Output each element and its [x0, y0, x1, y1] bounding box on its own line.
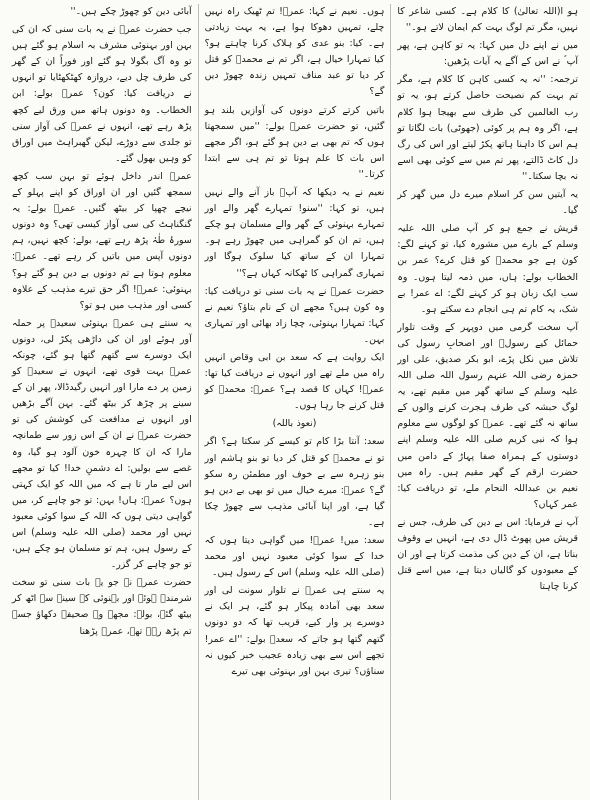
text-column-right [391, 4, 584, 800]
text-column-middle [199, 4, 392, 800]
text-column-left [6, 4, 199, 800]
paragraph: ہوں۔ نعیم نے کہا: عمرؓ! تم ٹھیک راہ نہیں چلے، تمہیں دھوکا ہوا ہے، یہ بہت زیادتی ہے۔ کیا: بنو عدی کو ہلاک کرنا چاہتے ہو؟ کیا تمہارا خیال ہے، اگر تم نے محمدؐ کو قتل کر دیا تو عبد مناف تمہیں زندہ چھوڑ دیں گے؟ [204, 6, 385, 98]
paragraph: ایک روایت ہے کہ سعد بن ابی وقاص انہیں راہ میں ملے تھے اور انہوں نے دریافت کیا تھا: عمرؓ! کہاں کا قصد ہے؟ عمرؓ: محمدؐ کو قتل کرنے جا رہا ہوں۔ [204, 351, 385, 412]
paragraph: یہ سنتے ہی عمرؓ نے تلوار سونت لی اور سعد بھی آمادہ پیکار ہو گئے، ہر ایک نے دوسرے پر وار کیے، قریب تھا کہ دو دونوں گتھم گتھا ہو جاتے کہ سعدؓ بولے: ''اے عمر! تجھے اس سے بھی زیادہ عجیب خبر کیوں نہ سناؤں؟ تیری بہن اور بہنوئی بھی تیرے [204, 585, 385, 677]
paragraph: آبائی دین کو چھوڑ چکے ہیں۔'' [70, 6, 192, 17]
paragraph: سعد: آنتا بڑا کام تو کیسے کر سکتا ہے؟ اگر تو نے محمدؐ کو قتل کر دیا تو بنو ہاشم اور بنو زہرہ سے بے خوف اور مطمئن رہ سکو گے؟ عمرؓ: میرے خیال میں تو بھی بے دین ہو گیا ہے، اور اپنا آبائی مذہب سے چھوڑ چکا ہے۔ [204, 436, 385, 528]
paragraph: میں نے اپنے دل میں کہا: یہ تو کاہن ہے، پھر آپ ؐ نے اس کے آگے یہ آیات پڑھیں: [397, 40, 578, 68]
paragraph: آپ سخت گرمی میں دوپہر کے وقت تلوار حمائل کیے رسولؐ اور اصحابِ رسول کی تلاش میں نکل پڑے، ابو بکر صدیق، علی اور حمزہ رضی اللہ عنہم رسول اللہ صلی اللہ علیہ وسلم کے ساتھ گھر میں مقیم تھے، یہ لوگ حبشہ کی طرف ہجرت کرنے والوں کے ساتھ نہ گئے تھے۔ عمرؓ کو لوگوں سے معلوم ہوا کہ نبی کریم صلی اللہ علیہ وسلم اپنے دوستوں کے ہمراہ صفا پہاڑ کے دامن میں حضرت ارقم کے گھر مقیم ہیں۔ راہ میں نعیم بن عبداللہ النحام ملے، تو دریافت کیا: عمر کہاں؟ [397, 321, 578, 510]
paragraph: حضرت عمرؓ نے یہ بات سنی تو دریافت کیا: وہ کون ہیں؟ مجھے ان کے نام بتاؤ؟ نعیم نے کہا: تمہارا بہنوئی، چچا زاد بھائی اور تمہاری بہن۔ [204, 285, 385, 345]
paragraph: عمرؓ اندر داخل ہوئے تو بہن سب کچھ سمجھ گئیں اور ان اوراق کو اپنے پہلو کے نیچے چھپا کر بیٹھ گئیں۔ عمرؓ بولے: یہ گنگناہٹ کی سی آواز کیسی تھی؟ وہ دونوں سورۂ طٰہٰ پڑھ رہے تھے، بولے: کچھ نہیں، ہم دونوں آپس میں باتیں کر رہے تھے۔ عمرؓ: معلوم ہوتا ہے تم دونوں بے دین ہو گئے ہو؟ بہنوئی: عمرؓ! اگر حق تیرے مذہب کے علاوہ کسی اور مذہب میں ہو تو؟ [12, 170, 192, 311]
paragraph: (نعوذ باللہ) [272, 418, 317, 430]
paragraph: جب حضرت عمرؓ نے یہ بات سنی کہ ان کی بہن اور بہنوئی مشرف بہ اسلام ہو گئے ہیں تو وہ آگ بگولا ہو گئے اور فوراً ان کے گھر کی طرف چل دیے، دروازہ کھٹکھٹایا تو انہوں نے دریافت کیا: کون؟ عمرؓ بولے: ابن الخطاب۔ وہ دونوں ہاتھ میں ورق لیے کچھ پڑھ رہے تھے، انہوں نے عمرؓ کی آواز سنی تو جلدی سے دوڑے، لیکن گھبراہٹ میں اوراق کو وہیں بھول گئے۔ [12, 24, 192, 164]
paragraph: باتیں کرتے کرتے دونوں کی آوازیں بلند ہو گئیں، تو حضرت عمرؓ بولے: ''میں سمجھتا ہوں کہ تم بھی بے دین ہو گئے ہو، اگر مجھے اس بات کا علم ہوتا تو تم ہی سے ابتدا کرتا۔'' [204, 104, 385, 180]
paragraph: حضرت عمرؓ نے جو یہ بات سنی تو سخت شرمندہ ہوئے اور بہنوئی کے سینے سے اٹھ کر بیٹھ گئے، بولے: مجھے وہ صحیفہ دکھاؤ جسے تم پڑھ رہے تھے، عمرؓ پڑھنا [12, 577, 192, 637]
paragraph: قریش نے جمع ہو کر آپ صلی اللہ علیہ وسلم کے بارے میں مشورہ کیا، تو کہنے لگے: کون ہے جو محمدؐ کو قتل کرے؟ عمر بن الخطاب بولے: ہاں، میں ذمہ لیتا ہوں۔ وہ سب ایک زبان ہو کر کہنے لگے: اے عمر! بے شک، یہ کام تم ہی انجام دے سکتے ہو۔ [397, 223, 578, 315]
paragraph: یہ آیتیں سن کر اسلام میرے دل میں گھر کر گیا۔ [397, 189, 578, 217]
paragraph: ترجمہ: ''نہ یہ کسی کاہن کا کلام ہے، مگر تم بہت کم نصیحت حاصل کرتے ہو، یہ تو رب العالمین کی طرف سے بھیجا ہوا کلام ہے، اگر وہ ہم پر کوئی (جھوٹی) بات لگاتا تو ہم اس کا داہنا ہاتھ پکڑ لیتے اور اس کی رگ دل کاٹ ڈالتے، پھر تم میں سے کوئی بھی اسے نہ بچا سکتا۔'' [397, 74, 578, 182]
paragraph: یہ سنتے ہی عمرؓ بہنوئی سعیدؓ پر حملہ آور ہوئے اور ان کی داڑھی پکڑ لی، دونوں ایک دوسرے سے گتھم گتھا ہو گئے، چونکہ عمرؓ بہت قوی تھے، انہوں نے سعیدؓ کو زمین پر دے مارا اور انہیں رگیدڈالا، پھر ان کے سینے پر چڑھ کر بیٹھ گئے۔ بہن آگے بڑھیں اور انہوں نے مدافعت کی کوشش کی تو حضرت عمرؓ نے ان کے اس زور سے طمانچہ مارا کہ ان کا چہرہ خون آلود ہو گیا، وہ غصے سے بولیں: اے دشمنِ خدا! کیا تو مجھے اس لیے مار تا ہے کہ میں اللہ کو ایک کہتی ہوں؟ عمرؓ: ہاں! بہن: تو جو چاہے کر، میں گواہی دیتی ہوں کہ اللہ کے سوا کوئی معبود نہیں اور محمد (صلی اللہ علیہ وسلم) اس کے رسول ہیں، ہم تو مسلمان ہو چکے ہیں، تو جو چاہے کر گزر۔ [12, 317, 192, 571]
paragraph: ہو ا(اللہ تعالیٰ) کا کلام ہے۔ کسی شاعر کا نہیں، مگر تم لوگ بہت کم ایمان لاتے ہو۔'' [397, 6, 578, 34]
paragraph: سعد: میں! عمرؓ! میں گواہی دیتا ہوں کہ خدا کے سوا کوئی معبود نہیں اور محمد (صلی اللہ علیہ وسلم) اس کے رسول ہیں۔ [204, 535, 385, 579]
paragraph: نعیم نے یہ دیکھا کہ آپؓ باز آنے والے نہیں ہیں، تو کہا: ''سنو! تمہارے گھر والے اور تمہارے بہنوئی کے گھر والے مسلمان ہو چکے ہیں، تم ان کو گمراہی میں چھوڑ رہے ہو۔ تمہارا ان کے ساتھ کیا سلوک ہوگا اور تمہاری گمراہی کا ٹھکانہ کہاں ہے؟'' [204, 187, 385, 279]
paragraph: آپ نے فرمایا: اس بے دین کی طرف، جس نے قریش میں پھوٹ ڈال دی ہے، انہیں بے وقوف بناتا ہے، ان کے دین کی مذمت کرتا ہے اور ان کے معبودوں کو گالیاں دیتا ہے، میں اسے قتل کرنا چاہتا [397, 516, 578, 593]
